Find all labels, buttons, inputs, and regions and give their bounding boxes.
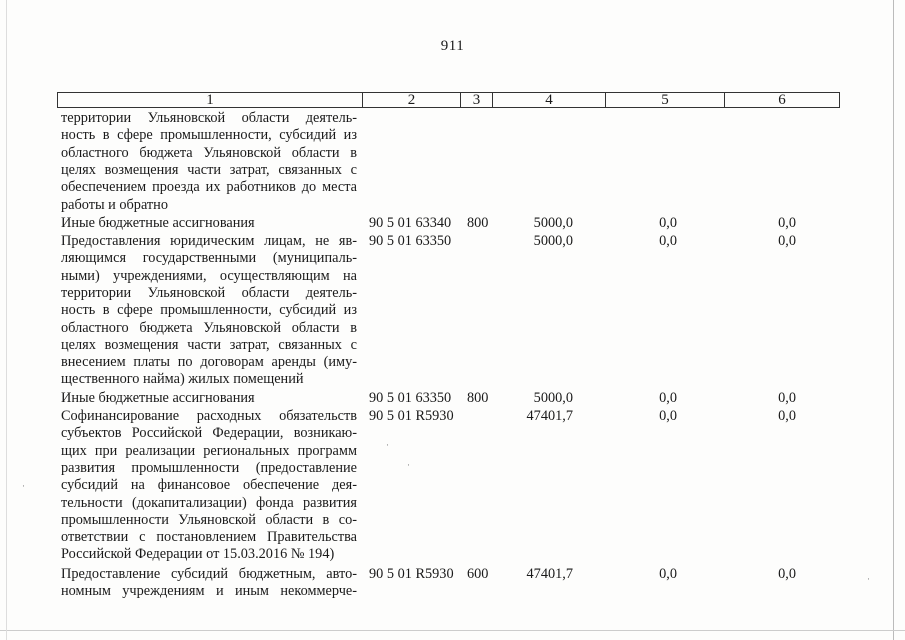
scan-speck: · <box>407 460 410 470</box>
header-col-2: 2 <box>363 93 461 107</box>
row-description-line: работы и обратно <box>61 196 168 213</box>
table-header-row <box>57 92 840 108</box>
row-amount-col4: 47401,7 <box>526 408 573 424</box>
row-description-line: территории Ульяновской области деятель- <box>61 284 357 301</box>
scan-edge-line <box>893 0 894 640</box>
row-description-line: промышленности Ульяновской области в со- <box>61 511 357 528</box>
row-description-line: щественного найма) жилых помещений <box>61 371 304 388</box>
row-description-line: ответствии с постановлением Правительства <box>61 529 357 546</box>
scan-bottom-line <box>0 630 905 631</box>
row-expense-type: 800 <box>467 215 489 231</box>
row-description-line: щих при реализации региональных программ <box>61 442 357 459</box>
row-description-line: целях возмещения части затрат, связанных с <box>61 336 357 353</box>
row-amount-col4: 5000,0 <box>533 390 573 406</box>
row-code: 90 5 01 63340 <box>369 215 452 231</box>
row-description-line: областного бюджета Ульяновской области в <box>61 144 357 161</box>
row-amount-col6: 0,0 <box>778 233 796 249</box>
header-col-6: 6 <box>778 92 786 108</box>
row-description-line: Российской Федерации от 15.03.2016 № 194) <box>61 546 335 563</box>
row-description-line: внесением платы по договорам аренды (иму- <box>61 354 357 371</box>
header-col-4: 4 <box>493 93 606 107</box>
row-description-line: Иные бюджетные ассигнования <box>61 215 255 231</box>
row-description-line: ность в сфере промышленности, субсидий из <box>61 302 357 319</box>
row-code: 90 5 01 63350 <box>369 233 452 249</box>
row-amount-col5: 0,0 <box>659 233 677 249</box>
header-col-1: 1 <box>58 93 363 107</box>
row-amount-col4: 47401,7 <box>526 566 573 582</box>
header-col-3: 3 <box>461 93 493 107</box>
row-description-line: развития промышленности (предоставление <box>61 459 357 476</box>
row-description-line: Иные бюджетные ассигнования <box>61 390 255 406</box>
row-amount-col4: 5000,0 <box>533 233 573 249</box>
row-amount-col6: 0,0 <box>778 215 796 231</box>
row-amount-col5: 0,0 <box>659 215 677 231</box>
row-description-line: обеспечением проезда их работников до места <box>61 179 357 196</box>
scan-speck: · <box>22 481 25 491</box>
scan-speck: · <box>867 574 870 584</box>
row-description-line: ными) учреждениями, осуществляющим на <box>61 267 357 284</box>
row-amount-col6: 0,0 <box>778 566 796 582</box>
scan-speck: · <box>386 440 389 450</box>
row-description-line: тельности (докапитализации) фонда развития <box>61 494 357 511</box>
scan-left-line <box>6 0 7 640</box>
row-description-line: областного бюджета Ульяновской области в <box>61 319 357 336</box>
row-code: 90 5 01 R5930 <box>369 408 454 424</box>
row-code: 90 5 01 R5930 <box>369 566 454 582</box>
row-amount-col5: 0,0 <box>659 566 677 582</box>
row-description-line: субсидий на финансовое обеспечение дея- <box>61 477 357 494</box>
row-description-line: номным учреждениям и иным некоммерче- <box>61 583 357 600</box>
row-description-line: ляющимся государственными (муниципаль- <box>61 250 357 267</box>
row-amount-col6: 0,0 <box>778 390 796 406</box>
row-description-line: Софинансирование расходных обязательств <box>61 408 357 424</box>
row-amount-col6: 0,0 <box>778 408 796 424</box>
row-amount-col4: 5000,0 <box>533 215 573 231</box>
row-description-line: ность в сфере промышленности, субсидий из <box>61 127 357 144</box>
row-description-line: Предоставление субсидий бюджетным, авто- <box>61 566 357 582</box>
row-description-line: субъектов Российской Федерации, возникаю- <box>61 425 357 442</box>
row-description-line: территории Ульяновской области деятель- <box>61 110 357 126</box>
row-amount-col5: 0,0 <box>659 390 677 406</box>
row-code: 90 5 01 63350 <box>369 390 452 406</box>
row-description-line: целях возмещения части затрат, связанных с <box>61 161 357 178</box>
page-number: 911 <box>440 38 465 54</box>
row-expense-type: 800 <box>467 390 489 406</box>
row-expense-type: 600 <box>467 566 489 582</box>
header-col-5: 5 <box>606 93 725 107</box>
row-description-line: Предоставления юридическим лицам, не яв- <box>61 233 357 249</box>
row-amount-col5: 0,0 <box>659 408 677 424</box>
